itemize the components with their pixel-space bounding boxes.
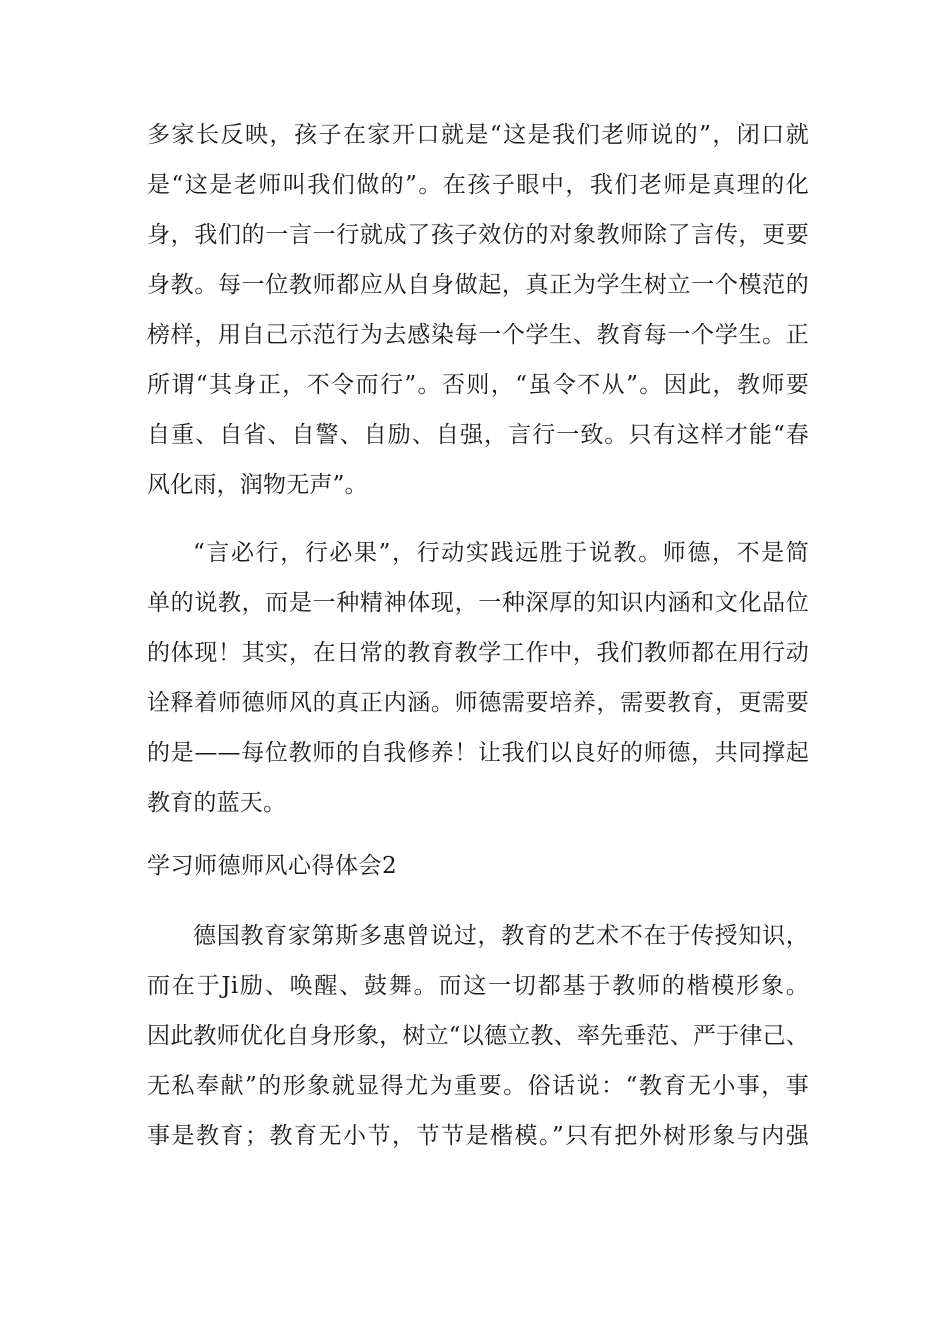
paragraph-2-line-3: 的体现！其实，在日常的教育教学工作中，我们教师都在用行动 <box>147 640 809 666</box>
paragraph-3-line-3: 因此教师优化自身形象，树立“以德立教、率先垂范、严于律己、 <box>147 1023 809 1049</box>
paragraph-1-line-7: 自重、自省、自警、自励、自强，言行一致。只有这样才能“春 <box>147 422 809 448</box>
paragraph-3-line-2: 而在于Ji励、唤醒、鼓舞。而这一切都基于教师的楷模形象。 <box>147 973 809 999</box>
paragraph-2-line-2: 单的说教，而是一种精神体现，一种深厚的知识内涵和文化品位 <box>147 590 809 616</box>
paragraph-1-line-8: 风化雨，润物无声”。 <box>147 472 368 498</box>
section-heading: 学习师德师风心得体会2 <box>147 853 398 879</box>
paragraph-2-line-1: “言必行，行必果”，行动实践远胜于说教。师德，不是简 <box>193 540 809 566</box>
paragraph-3-line-4: 无私奉献”的形象就显得尤为重要。俗话说：“教育无小事，事 <box>147 1073 809 1099</box>
paragraph-2-line-5: 的是——每位教师的自我修养！让我们以良好的师德，共同撑起 <box>147 740 809 766</box>
paragraph-1-line-3: 身，我们的一言一行就成了孩子效仿的对象教师除了言传，更要 <box>147 222 809 248</box>
paragraph-1-line-4: 身教。每一位教师都应从自身做起，真正为学生树立一个模范的 <box>147 272 809 298</box>
paragraph-1-line-5: 榜样，用自己示范行为去感染每一个学生、教育每一个学生。正 <box>147 322 809 348</box>
paragraph-3-line-5: 事是教育；教育无小节，节节是楷模。”只有把外树形象与内强 <box>147 1123 809 1149</box>
paragraph-2-line-4: 诠释着师德师风的真正内涵。师德需要培养，需要教育，更需要 <box>147 690 809 716</box>
paragraph-1-line-2: 是“这是老师叫我们做的”。在孩子眼中，我们老师是真理的化 <box>147 172 809 198</box>
paragraph-1-line-6: 所谓“其身正，不令而行”。否则，“虽令不从”。因此，教师要 <box>147 372 809 398</box>
paragraph-2-line-6: 教育的蓝天。 <box>147 790 287 816</box>
paragraph-1-line-1: 多家长反映，孩子在家开口就是“这是我们老师说的”，闭口就 <box>147 122 809 148</box>
paragraph-3-line-1: 德国教育家第斯多惠曾说过，教育的艺术不在于传授知识， <box>193 923 809 949</box>
